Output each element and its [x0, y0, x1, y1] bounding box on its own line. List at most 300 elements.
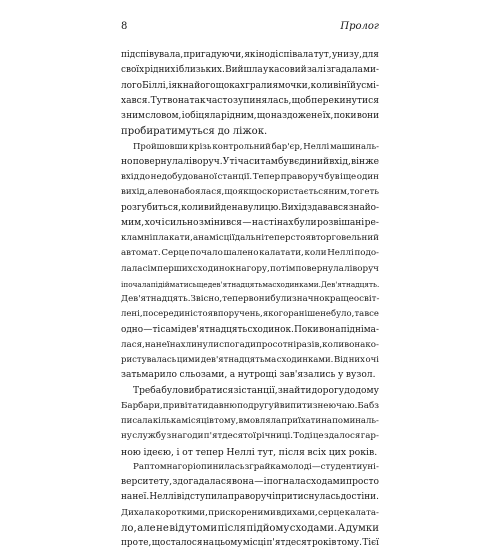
word: привітати [162, 400, 209, 411]
word: Поки [294, 324, 319, 335]
word: вийде [203, 202, 232, 213]
word: поки [333, 111, 357, 121]
word: Раптом [133, 461, 167, 472]
word: — [143, 324, 153, 335]
word: ті [229, 156, 238, 167]
word: років. [348, 446, 378, 458]
word: коли [322, 339, 345, 350]
word: і [175, 65, 179, 76]
word: поручень, [217, 309, 263, 320]
word: місяців [181, 416, 214, 426]
word: уні- [362, 461, 379, 472]
word: Барбари, [121, 400, 163, 411]
text-line [121, 94, 379, 109]
word: погнала [266, 477, 306, 487]
word: були [293, 217, 317, 228]
word: на [198, 233, 210, 243]
word: стояв [193, 309, 218, 320]
text-line [121, 140, 379, 155]
word: Дев'ятнадцять. [121, 294, 191, 304]
word: пробиратимуться [121, 126, 215, 138]
word: так [189, 95, 206, 106]
word: праворуч [280, 172, 324, 182]
word: ліжок. [232, 126, 268, 138]
word: поминаль- [332, 416, 379, 426]
word: повернула [132, 156, 184, 167]
word: шалено [223, 248, 259, 259]
word: думки [345, 522, 379, 534]
word: а [192, 233, 199, 243]
word: відступила [176, 492, 228, 503]
word: цими [176, 355, 201, 365]
word: це [312, 431, 324, 442]
word: утоми [184, 522, 218, 534]
word: ним [126, 111, 145, 121]
word: своїх [121, 65, 145, 76]
word: торговельний [315, 233, 379, 243]
word: дев'ятнадцятьма [200, 355, 277, 365]
word: зграйка [244, 461, 281, 472]
word: ною [121, 446, 141, 458]
word: притиснулась [275, 492, 341, 503]
word: ну [121, 431, 132, 442]
word: то [349, 187, 360, 198]
text-line [121, 368, 379, 383]
word: раніше [288, 309, 321, 320]
word: Тоді [293, 431, 313, 442]
word: зупинялась, [233, 95, 292, 106]
word: одно [121, 324, 144, 335]
word: Неллі [303, 141, 330, 152]
word: сходинками. [272, 279, 321, 289]
word: короткими, [155, 507, 208, 518]
word: неї [155, 339, 170, 350]
word: почало [190, 248, 223, 259]
word: сходами. [289, 522, 338, 534]
word: було, [331, 309, 355, 320]
text-line [121, 445, 379, 460]
word: вхід [121, 172, 139, 182]
word: здалося [323, 431, 361, 442]
text-line [121, 231, 379, 246]
word: сходинок. [247, 324, 294, 335]
word: машиналь- [330, 141, 379, 152]
word: — [311, 461, 321, 472]
word: щоб [291, 95, 312, 106]
word: вона [344, 339, 366, 350]
word: просто [346, 477, 379, 487]
word: після [278, 446, 305, 458]
word: нутрощі [237, 370, 277, 381]
word: нагоди [171, 431, 204, 442]
word: вдихами, [276, 507, 318, 518]
word: плакати, [152, 233, 193, 243]
word: на [182, 80, 195, 91]
word: станції, [241, 385, 278, 396]
word: часто [205, 95, 233, 106]
word: от [182, 446, 193, 458]
word: єдиний [294, 156, 330, 167]
word: усмі- [356, 80, 379, 91]
word: іще [340, 172, 357, 182]
word: лася, [121, 339, 145, 350]
word: з [312, 400, 318, 411]
word: калатати, [259, 248, 304, 259]
word: лого [121, 80, 142, 91]
word: що [224, 187, 238, 198]
word: А [337, 522, 346, 534]
word: праворуч [228, 492, 273, 503]
word: сотні [272, 339, 297, 350]
word: перших [157, 263, 193, 274]
word: Треба [133, 385, 162, 396]
word: мим, [121, 217, 145, 228]
word: на [202, 538, 215, 548]
text-line [121, 353, 379, 368]
word: і [168, 80, 172, 91]
word: стояв [290, 233, 316, 243]
word: тепер [222, 294, 249, 304]
text-line [121, 48, 379, 63]
word: на [321, 416, 332, 426]
word: сльозами, [179, 370, 228, 381]
word: випити [279, 400, 313, 411]
word: У [222, 156, 230, 167]
word: Тієї [362, 538, 379, 548]
word: з [121, 111, 126, 121]
text-line [121, 246, 379, 261]
word: краще [324, 294, 354, 304]
word: подо- [354, 248, 379, 259]
word: як [244, 50, 256, 60]
word: як [171, 80, 183, 91]
word: ямочки, [272, 80, 311, 91]
word: Тут [150, 95, 168, 106]
word: Біллі, [142, 80, 169, 91]
text-line [121, 170, 379, 185]
word: автомат. [121, 248, 161, 259]
word: тепер [264, 233, 291, 243]
text-line [121, 201, 379, 216]
word: їдальні [231, 233, 265, 243]
word: було [161, 385, 184, 396]
word: про [255, 339, 273, 350]
word: і [181, 111, 185, 121]
text-line [121, 262, 379, 277]
text-line [121, 338, 379, 353]
word: Пройшовши [133, 141, 189, 152]
word: опинилась [195, 461, 245, 472]
word: не [156, 522, 169, 534]
word: скористається [261, 187, 329, 198]
word: посередині [142, 309, 193, 320]
word: вхід, [329, 156, 351, 167]
word: ті [152, 324, 161, 335]
word: вмовляла [238, 416, 282, 426]
word: хоч [144, 217, 162, 228]
word: грали [245, 80, 273, 91]
word: був [324, 172, 340, 182]
word: один [356, 172, 379, 182]
word: нею [317, 400, 337, 411]
text-line [121, 506, 379, 521]
word: чаю. [336, 400, 358, 411]
word: був [278, 156, 294, 167]
word: після [217, 522, 247, 534]
word: цьому [214, 538, 243, 548]
word: співала [278, 50, 314, 60]
word: боялася, [184, 187, 225, 198]
word: ще [196, 279, 208, 289]
text-line [121, 185, 379, 200]
word: самі [160, 324, 181, 335]
word: значно [292, 294, 325, 304]
word: зал [306, 65, 323, 76]
word: вона [231, 477, 254, 487]
word: його [194, 80, 216, 91]
word: писала [121, 416, 153, 426]
word: здавався [307, 202, 349, 213]
word: підспівувала, [121, 50, 184, 60]
word: що [256, 111, 271, 121]
text-line [121, 63, 379, 78]
word: контрольний [212, 141, 271, 152]
word: коли [304, 248, 327, 259]
word: були [270, 294, 293, 304]
word: сходами [305, 477, 346, 487]
text-line [121, 414, 379, 429]
word: ло, [121, 522, 137, 534]
text-line [121, 277, 379, 292]
word: він [350, 156, 366, 167]
text-line [121, 490, 379, 505]
text-line [121, 399, 379, 414]
word: Серце [161, 248, 190, 259]
word: п'ятдесятої [203, 431, 256, 442]
page-header [121, 20, 379, 34]
word: а [229, 370, 236, 381]
word: сходинками. [276, 355, 334, 365]
word: коли [310, 80, 334, 91]
word: освіт- [353, 294, 380, 304]
word: до [340, 492, 352, 503]
word: сходинок [192, 263, 236, 274]
word: ре- [364, 217, 379, 228]
word: коли [181, 202, 204, 213]
word: підйому [246, 522, 290, 534]
word: і [272, 492, 276, 503]
text-line [121, 384, 379, 399]
word: прискореними [208, 507, 276, 518]
word: сталося [165, 538, 203, 548]
word: перекинутися [311, 95, 379, 106]
text-line [121, 536, 379, 551]
word: у [263, 65, 269, 76]
word: ліворуч [344, 263, 379, 274]
word: місці [242, 538, 267, 548]
word: що [151, 538, 166, 548]
word: тому. [336, 538, 362, 548]
word: Неллі [327, 248, 354, 259]
word: тут, [257, 446, 277, 458]
word: Бабз [357, 400, 379, 411]
word: та [354, 309, 365, 320]
word: кламні [121, 233, 153, 243]
word: для [362, 50, 379, 60]
word: і [161, 217, 165, 228]
word: місці [209, 233, 232, 243]
word: від [169, 522, 185, 534]
word: на [231, 202, 243, 213]
text-line [121, 292, 379, 307]
word: там [260, 156, 278, 167]
word: змінився [198, 217, 242, 228]
word: дев'ятнадцять [180, 324, 248, 335]
page-number: 8 [121, 21, 128, 32]
word: дев'ятнадцятьма [207, 279, 273, 289]
word: неї. [132, 492, 150, 503]
word: недобудованої [150, 172, 217, 182]
word: дому [355, 385, 379, 396]
word: Тепер [252, 172, 281, 182]
text-line [121, 216, 379, 231]
word: але [137, 522, 156, 534]
word: вулицю. [242, 202, 282, 213]
word: й [273, 400, 280, 411]
word: унизу, [331, 50, 362, 60]
word: до [139, 172, 151, 182]
word: повернула [295, 263, 344, 274]
word: ідеєю, [143, 446, 174, 458]
word: тепер [195, 446, 224, 458]
word: не [320, 309, 331, 320]
word: верситету, [121, 477, 173, 487]
word: лала [121, 263, 143, 274]
word: давню [208, 400, 237, 411]
word: і [323, 65, 326, 76]
word: подругу [237, 400, 274, 411]
word: разів, [296, 339, 323, 350]
text-line [121, 307, 379, 322]
word: всіх [307, 446, 327, 458]
word: щоках [215, 80, 246, 91]
word: якщо [237, 187, 262, 198]
word: Неллі [226, 446, 255, 458]
word: згадала [326, 65, 363, 76]
word: їх, [322, 111, 334, 121]
word: Неллі [149, 492, 177, 503]
word: і [121, 279, 124, 289]
word: і [176, 446, 180, 458]
word: здогадалася [172, 477, 232, 487]
word: ко- [365, 339, 379, 350]
word: Дихала [121, 507, 155, 518]
word: наздожене [270, 111, 323, 121]
word: Дев'ятнадцять. [320, 279, 380, 289]
word: до [217, 126, 230, 138]
word: вони [356, 111, 379, 121]
word: зав'язались [279, 370, 336, 381]
body-text [121, 48, 379, 551]
word: затьмарило [121, 370, 177, 381]
word: пригадуючи, [183, 50, 244, 60]
word: вибратися [183, 385, 234, 396]
word: геть [359, 187, 379, 198]
word: станції. [217, 172, 253, 182]
word: приїхати [281, 416, 322, 426]
word: сім [142, 263, 158, 274]
word: стінах [263, 217, 294, 228]
text-line [121, 109, 379, 124]
word: Від [333, 355, 349, 365]
word: на [144, 339, 156, 350]
word: бар'єр, [271, 141, 303, 152]
word: кілька [152, 416, 182, 426]
word: лені, [121, 309, 143, 320]
word: до [344, 385, 356, 396]
word: на [251, 217, 264, 228]
word: рідних [144, 65, 176, 76]
word: років [311, 538, 337, 548]
word: словом, [145, 111, 182, 121]
word: нагорі [166, 461, 196, 472]
text-line [121, 521, 379, 536]
word: касовий [268, 65, 307, 76]
word: — [242, 217, 252, 228]
word: нахлинули [169, 339, 220, 350]
word: ним, [328, 187, 350, 198]
word: рідним, [221, 111, 257, 121]
word: очі [365, 355, 379, 365]
word: підійматись [150, 279, 197, 289]
word: вузол. [345, 370, 376, 381]
text-line [121, 124, 379, 139]
word: близьких. [178, 65, 225, 76]
word: цих [328, 446, 347, 458]
word: калата- [344, 507, 379, 518]
word: те, [138, 538, 152, 548]
word: Вийшла [225, 65, 263, 76]
word: тому, [214, 416, 239, 426]
word: них [348, 355, 365, 365]
word: студенти [320, 461, 363, 472]
word: Вихід [281, 202, 307, 213]
word: Звісно, [190, 294, 223, 304]
word: дорогу [311, 385, 345, 396]
text-line [121, 429, 379, 444]
word: хався. [121, 95, 151, 106]
word: ліворуч. [183, 156, 223, 167]
word: з [166, 431, 172, 442]
word: службу [132, 431, 167, 442]
word: він [333, 80, 348, 91]
word: молоді [280, 461, 312, 472]
text-line [121, 460, 379, 475]
word: спогади [219, 339, 256, 350]
text-line [121, 475, 379, 490]
word: знайо- [348, 202, 379, 213]
word: потім [270, 263, 296, 274]
word: ми- [363, 65, 379, 76]
word: але [147, 187, 164, 198]
word: нагору, [235, 263, 270, 274]
word: про [121, 538, 138, 548]
word: тут, [313, 50, 332, 60]
word: вона [167, 95, 190, 106]
text-line [121, 79, 379, 94]
word: іноді [255, 50, 279, 60]
word: же [365, 156, 379, 167]
